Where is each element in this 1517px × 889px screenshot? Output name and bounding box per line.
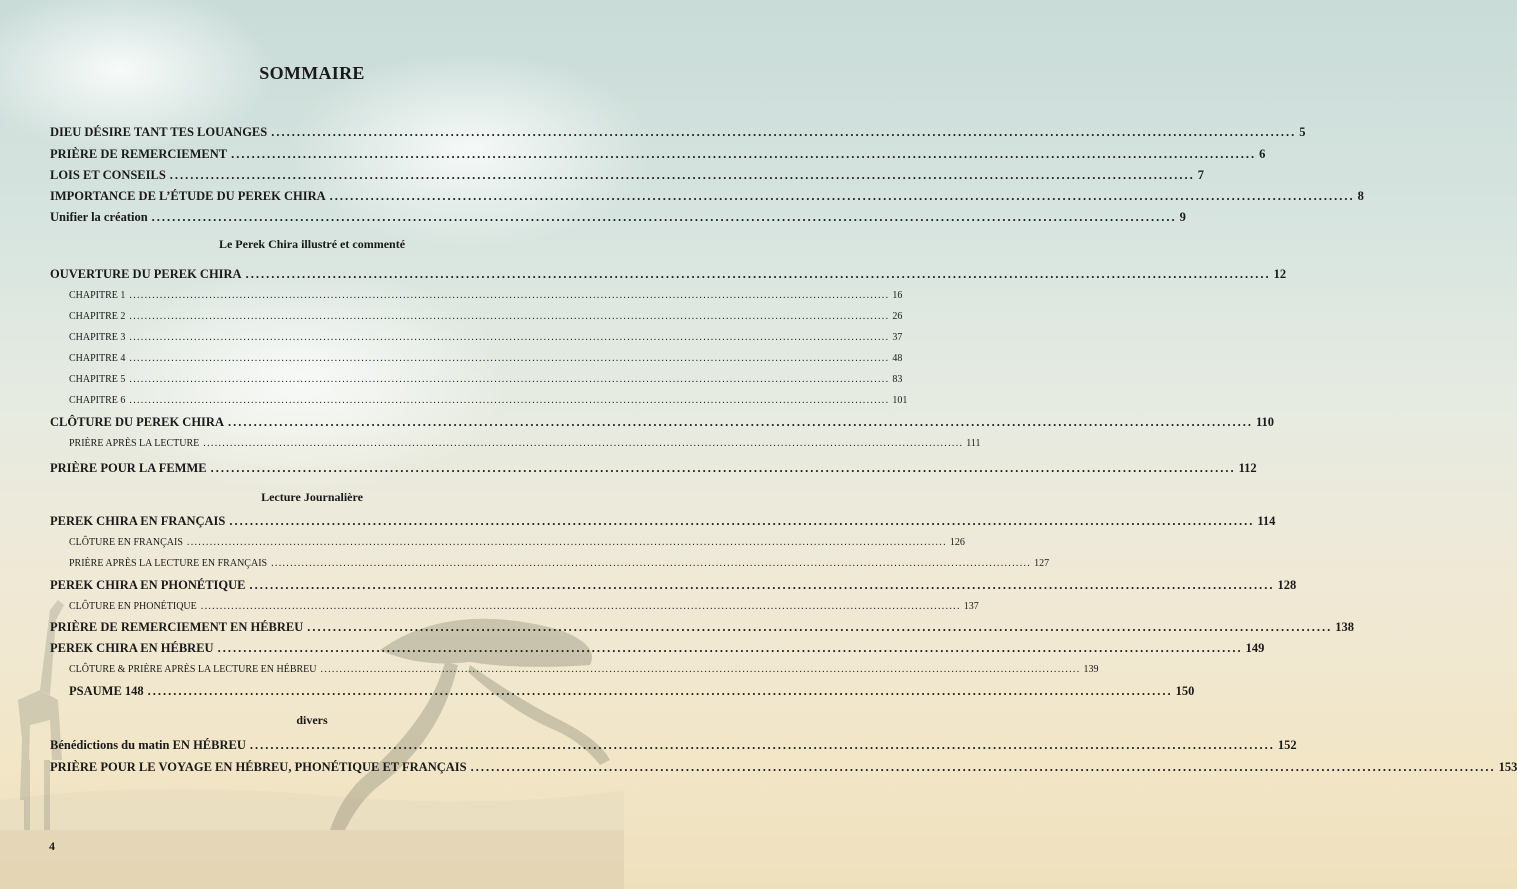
dot-leader: ........................................................................................................................................................................................................ xyxy=(129,353,890,364)
toc-entry-page: 6 xyxy=(1259,147,1266,161)
toc-entry-page: 83 xyxy=(892,374,903,385)
toc-subentry[interactable] xyxy=(69,395,908,413)
toc-subentry[interactable] xyxy=(69,558,1050,576)
toc-subentry[interactable] xyxy=(69,311,903,329)
toc-entry-label: OUVERTURE DU PEREK CHIRA xyxy=(50,267,242,281)
toc-entry-page: 112 xyxy=(1238,461,1257,475)
toc-entry-page: 150 xyxy=(1175,684,1195,698)
toc-subentry[interactable] xyxy=(69,290,903,308)
toc-subentry[interactable] xyxy=(69,332,903,350)
toc-entry-page: 138 xyxy=(1335,620,1355,634)
toc-entry[interactable] xyxy=(50,147,1266,165)
toc-entry-page: 111 xyxy=(966,438,981,449)
section-heading-misc: divers xyxy=(296,713,328,727)
toc-entry-page: 149 xyxy=(1245,641,1265,655)
toc-entry-label: PEREK CHIRA EN PHONÉTIQUE xyxy=(50,578,246,592)
page-title: SOMMAIRE xyxy=(259,63,365,83)
toc-entry-label: PSAUME 148 xyxy=(69,684,144,698)
toc-entry-page: 101 xyxy=(892,395,908,406)
toc-entry[interactable] xyxy=(69,684,1195,702)
dot-leader: ........................................................................................................................................................................................................ xyxy=(245,267,1271,281)
dot-leader: ........................................................................................................................................................................................................ xyxy=(151,210,1177,224)
toc-entry-page: 12 xyxy=(1273,267,1287,281)
dot-leader: ........................................................................................................................................................................................................ xyxy=(271,125,1297,139)
toc-entry-label: CLÔTURE EN PHONÉTIQUE xyxy=(69,601,197,612)
toc-entry-label: Bénédictions du matin EN HÉBREU xyxy=(50,738,246,752)
dot-leader: ........................................................................................................................................................................................................ xyxy=(147,684,1173,698)
toc-entry-page: 127 xyxy=(1034,558,1050,569)
toc-entry[interactable] xyxy=(50,738,1297,756)
toc-entry-label: CHAPITRE 4 xyxy=(69,353,126,364)
toc-entry[interactable] xyxy=(50,415,1275,433)
dot-leader: ........................................................................................................................................................................................................ xyxy=(470,760,1496,774)
toc-entry-label: LOIS ET CONSEILS xyxy=(50,168,166,182)
toc-entry-label: CHAPITRE 6 xyxy=(69,395,126,406)
dot-leader: ........................................................................................................................................................................................................ xyxy=(129,311,890,322)
toc-entry-page: 139 xyxy=(1083,664,1099,675)
dot-leader: ........................................................................................................................................................................................................ xyxy=(200,601,961,612)
toc-entry-label: CHAPITRE 5 xyxy=(69,374,126,385)
dot-leader: ........................................................................................................................................................................................................ xyxy=(169,168,1195,182)
toc-entry-label: PEREK CHIRA EN HÉBREU xyxy=(50,641,214,655)
toc-entry-label: Unifier la création xyxy=(50,210,148,224)
toc-entry-page: 48 xyxy=(892,353,903,364)
toc-entry-page: 7 xyxy=(1197,168,1205,182)
toc-entry-label: PEREK CHIRA EN FRANÇAIS xyxy=(50,514,226,528)
dot-leader: ........................................................................................................................................................................................................ xyxy=(129,290,890,301)
dot-leader: ........................................................................................................................................................................................................ xyxy=(227,415,1253,429)
toc-entry-page: 126 xyxy=(949,537,965,548)
dot-leader: ........................................................................................................................................................................................................ xyxy=(203,438,964,449)
dot-leader: ........................................................................................................................................................................................................ xyxy=(129,332,890,343)
section-heading-illustrated: Le Perek Chira illustré et commenté xyxy=(218,237,406,251)
toc-entry[interactable] xyxy=(50,578,1297,596)
section-heading-daily: Lecture Journalière xyxy=(261,490,363,504)
toc-entry-label: CLÔTURE & PRIÈRE APRÈS LA LECTURE EN HÉBREU xyxy=(69,664,317,675)
toc-entry-page: 137 xyxy=(963,601,979,612)
toc-entry-page: 9 xyxy=(1179,210,1186,224)
dot-leader: ........................................................................................................................................................................................................ xyxy=(249,578,1275,592)
toc-entry-page: 26 xyxy=(892,311,903,322)
toc-entry-page: 5 xyxy=(1299,125,1306,139)
toc-entry-page: 16 xyxy=(892,290,903,301)
toc-entry[interactable] xyxy=(50,267,1287,285)
toc-entry-label: IMPORTANCE DE L’ÉTUDE DU PEREK CHIRA xyxy=(50,189,326,203)
toc-entry-page: 153 xyxy=(1498,760,1517,774)
dot-leader: ........................................................................................................................................................................................................ xyxy=(129,395,890,406)
toc-entry[interactable] xyxy=(50,461,1257,479)
toc-entry[interactable] xyxy=(50,210,1186,228)
toc-entry-page: 114 xyxy=(1257,514,1276,528)
dot-leader: ........................................................................................................................................................................................................ xyxy=(320,664,1081,675)
dot-leader: ........................................................................................................................................................................................................ xyxy=(186,537,947,548)
toc-subentry[interactable] xyxy=(69,601,979,619)
toc-subentry[interactable] xyxy=(69,537,965,555)
toc-entry-page: 37 xyxy=(892,332,903,343)
toc-entry-label: CLÔTURE DU PEREK CHIRA xyxy=(50,415,224,429)
dot-leader: ........................................................................................................................................................................................................ xyxy=(231,147,1257,161)
toc-entry-label: PRIÈRE POUR LA FEMME xyxy=(50,461,207,475)
dot-leader: ........................................................................................................................................................................................................ xyxy=(129,374,890,385)
toc-entry-label: DIEU DÉSIRE TANT TES LOUANGES xyxy=(50,125,268,139)
toc-entry-page: 128 xyxy=(1277,578,1297,592)
toc-entry[interactable] xyxy=(50,620,1355,638)
toc-subentry[interactable] xyxy=(69,664,1099,682)
dot-leader: ........................................................................................................................................................................................................ xyxy=(329,189,1355,203)
toc-entry[interactable] xyxy=(50,125,1306,143)
dot-leader: ........................................................................................................................................................................................................ xyxy=(210,461,1236,475)
toc-entry-page: 152 xyxy=(1277,738,1297,752)
page-number: 4 xyxy=(49,839,55,853)
toc-entry-label: PRIÈRE APRÈS LA LECTURE EN FRANÇAIS xyxy=(69,558,268,569)
toc-entry-page: 8 xyxy=(1357,189,1364,203)
toc-entry-label: PRIÈRE DE REMERCIEMENT EN HÉBREU xyxy=(50,620,304,634)
toc-entry-label: CLÔTURE EN FRANÇAIS xyxy=(69,537,183,548)
toc-entry-label: PRIÈRE APRÈS LA LECTURE xyxy=(69,438,200,449)
toc-entry-label: CHAPITRE 1 xyxy=(69,290,126,301)
toc-entry-page: 110 xyxy=(1255,415,1275,429)
dot-leader: ........................................................................................................................................................................................................ xyxy=(229,514,1255,528)
dot-leader: ........................................................................................................................................................................................................ xyxy=(249,738,1275,752)
toc-entry-label: CHAPITRE 3 xyxy=(69,332,126,343)
toc-entry[interactable] xyxy=(50,189,1364,207)
dot-leader: ........................................................................................................................................................................................................ xyxy=(271,558,1032,569)
toc-entry[interactable] xyxy=(50,760,1517,778)
toc-entry[interactable] xyxy=(50,641,1265,659)
toc-entry-label: PRIÈRE POUR LE VOYAGE EN HÉBREU, PHONÉTIQUE ET FRANÇAIS xyxy=(50,760,467,774)
toc-subentry[interactable] xyxy=(69,374,903,392)
toc-entry[interactable] xyxy=(50,168,1205,186)
toc-entry-label: CHAPITRE 2 xyxy=(69,311,126,322)
dot-leader: ........................................................................................................................................................................................................ xyxy=(307,620,1333,634)
toc-entry[interactable] xyxy=(50,514,1276,532)
toc-entry-label: PRIÈRE DE REMERCIEMENT xyxy=(50,147,228,161)
dot-leader: ........................................................................................................................................................................................................ xyxy=(217,641,1243,655)
toc-subentry[interactable] xyxy=(69,353,903,371)
toc-subentry[interactable] xyxy=(69,438,981,456)
